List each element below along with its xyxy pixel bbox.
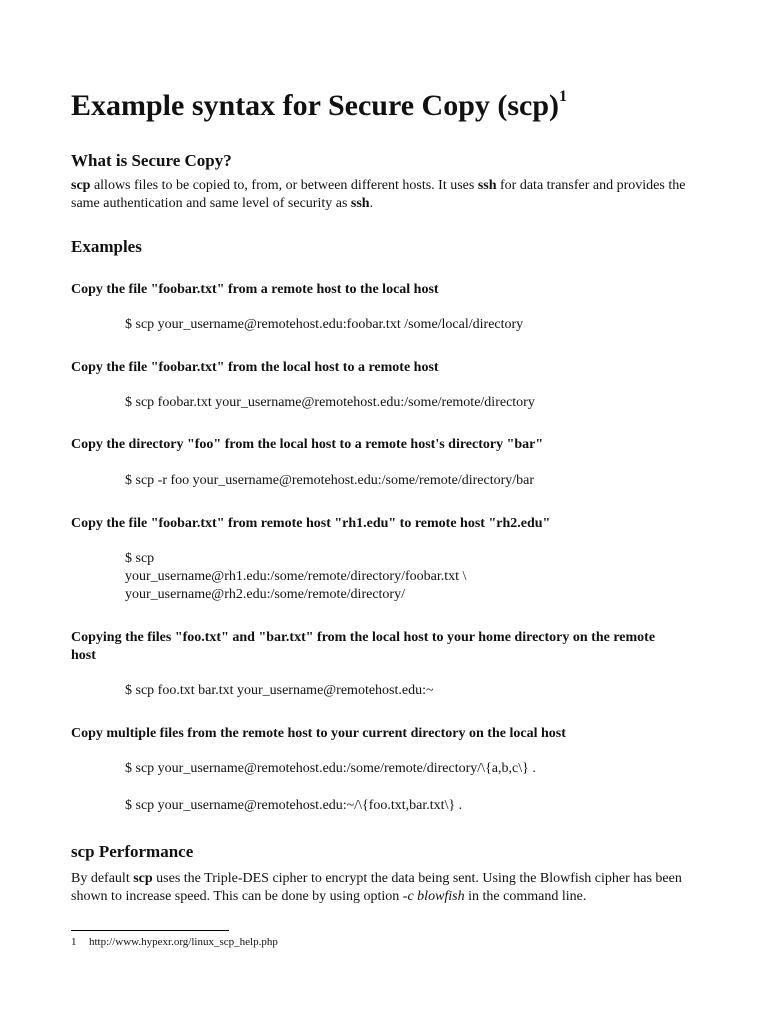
footnote-url[interactable]: http://www.hypexr.org/linux_scp_help.php (89, 936, 278, 948)
example-title: Copy the directory "foo" from the local host to a remote host's directory "bar" (71, 437, 544, 452)
example-command: $ scp your_username@remotehost.edu:foobar.txt /some/local/directory (125, 317, 524, 332)
paragraph-text: allows files to be copied to, from, or between different hosts. It uses (90, 178, 478, 193)
intro-paragraph (71, 177, 701, 213)
example-command: $ scp foo.txt bar.txt your_username@remotehost.edu:~ (125, 683, 434, 698)
example-title: Copy the file "foobar.txt" from remote host "rh1.edu" to remote host "rh2.edu" (71, 516, 551, 531)
example-command: your_username@rh1.edu:/some/remote/directory/foobar.txt \ (125, 569, 467, 584)
bold-term: ssh (350, 196, 370, 211)
italic-option: -c blowfish (402, 889, 465, 904)
example-title: Copy multiple files from the remote host to your current directory on the local host (71, 726, 566, 741)
example-title: Copy the file "foobar.txt" from a remote host to the local host (71, 282, 439, 297)
paragraph-text: in the command line. (464, 889, 587, 904)
example-command: your_username@rh2.edu:/some/remote/directory/ (125, 587, 405, 602)
example-command: $ scp -r foo your_username@remotehost.edu:/some/remote/directory/bar (125, 473, 535, 488)
paragraph-text: for data transfer and provides the same authentication and same level of security as (71, 178, 686, 211)
example-command: $ scp your_username@remotehost.edu:~/\{foo.txt,bar.txt\} . (125, 798, 463, 813)
paragraph-text: . (369, 196, 374, 211)
example-title: Copy the file "foobar.txt" from the local host to a remote host (71, 360, 439, 375)
example-title: Copying the files "foo.txt" and "bar.txt" from the local host to your home directory on the remote host (71, 630, 656, 663)
paragraph-text: uses the Triple-DES cipher to encrypt the data being sent. Using the Blowfish cipher has been shown to increase speed. This can be done by using option (71, 871, 682, 904)
example-command: $ scp your_username@remotehost.edu:/some/remote/directory/\{a,b,c\} . (125, 761, 536, 776)
heading-examples: Examples (71, 237, 142, 256)
example-command: $ scp (125, 551, 155, 566)
page-title-text: Example syntax for Secure Copy (scp) (71, 89, 560, 122)
performance-paragraph (71, 870, 701, 906)
footnote (71, 936, 278, 948)
bold-term: scp (133, 871, 153, 886)
paragraph-text: By default (71, 871, 134, 886)
page-title (71, 88, 567, 123)
footnote-number: 1 (71, 936, 77, 948)
footnote-reference: 1 (559, 88, 568, 105)
bold-term: scp (71, 178, 91, 193)
bold-term: ssh (477, 178, 497, 193)
heading-what-is-scp: What is Secure Copy? (71, 151, 232, 170)
example-command: $ scp foobar.txt your_username@remotehost.edu:/some/remote/directory (125, 395, 535, 410)
heading-scp-performance: scp Performance (71, 842, 194, 861)
footnote-divider (71, 930, 229, 931)
